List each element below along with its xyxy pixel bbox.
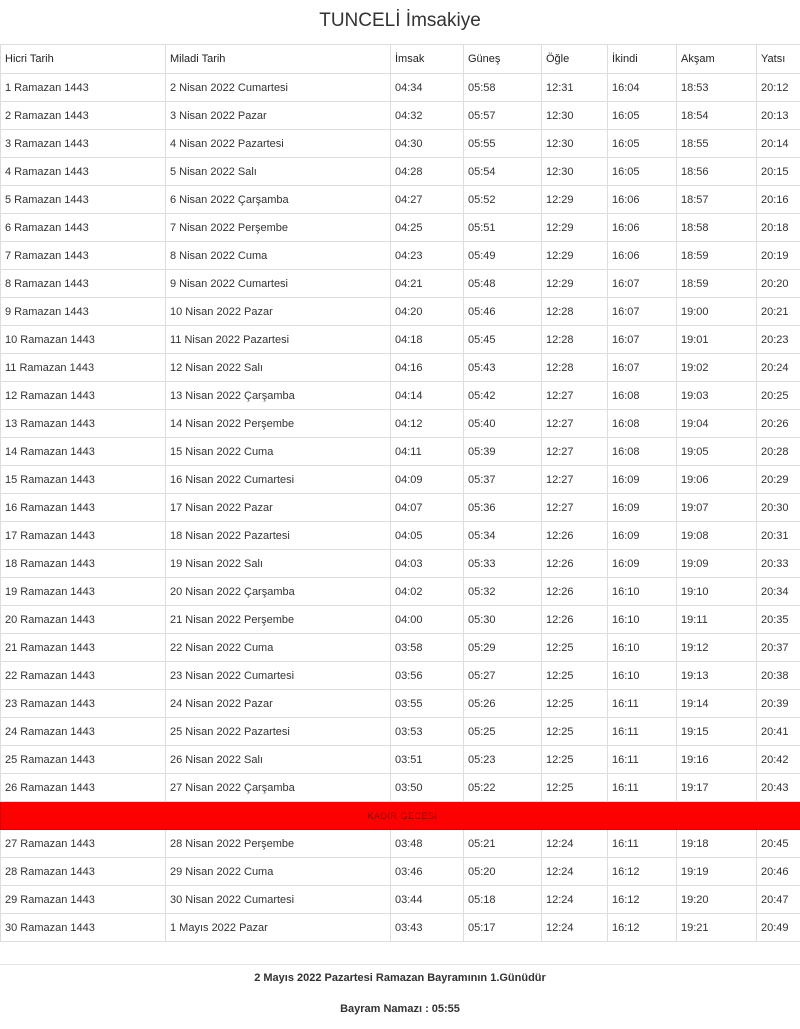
cell-yatsi: 20:24 (757, 354, 800, 382)
cell-imsak: 04:18 (391, 326, 464, 354)
cell-ikindi: 16:07 (608, 326, 677, 354)
cell-gunes: 05:52 (464, 186, 542, 214)
header-gunes: Güneş (464, 45, 542, 74)
cell-hicri-tarih: 10 Ramazan 1443 (1, 326, 166, 354)
cell-ikindi: 16:09 (608, 550, 677, 578)
cell-aksam: 19:10 (677, 578, 757, 606)
cell-miladi-tarih: 23 Nisan 2022 Cumartesi (166, 662, 391, 690)
cell-ogle: 12:31 (542, 74, 608, 102)
table-row (1, 494, 800, 522)
table-row (1, 298, 800, 326)
table-row (1, 886, 800, 914)
cell-imsak: 04:05 (391, 522, 464, 550)
cell-miladi-tarih: 19 Nisan 2022 Salı (166, 550, 391, 578)
cell-imsak: 04:07 (391, 494, 464, 522)
cell-gunes: 05:51 (464, 214, 542, 242)
cell-imsak: 04:14 (391, 382, 464, 410)
cell-yatsi: 20:25 (757, 382, 800, 410)
table-row (1, 186, 800, 214)
cell-aksam: 19:03 (677, 382, 757, 410)
header-yatsi: Yatsı (757, 45, 800, 74)
cell-aksam: 19:08 (677, 522, 757, 550)
cell-imsak: 04:27 (391, 186, 464, 214)
cell-ikindi: 16:11 (608, 746, 677, 774)
table-row (1, 410, 800, 438)
cell-gunes: 05:21 (464, 830, 542, 858)
cell-ogle: 12:25 (542, 718, 608, 746)
cell-ikindi: 16:06 (608, 214, 677, 242)
cell-aksam: 18:53 (677, 74, 757, 102)
table-row (1, 242, 800, 270)
cell-ogle: 12:27 (542, 410, 608, 438)
cell-aksam: 19:00 (677, 298, 757, 326)
cell-ogle: 12:30 (542, 102, 608, 130)
cell-miladi-tarih: 30 Nisan 2022 Cumartesi (166, 886, 391, 914)
cell-aksam: 18:58 (677, 214, 757, 242)
cell-hicri-tarih: 24 Ramazan 1443 (1, 718, 166, 746)
cell-miladi-tarih: 14 Nisan 2022 Perşembe (166, 410, 391, 438)
cell-miladi-tarih: 4 Nisan 2022 Pazartesi (166, 130, 391, 158)
cell-imsak: 03:46 (391, 858, 464, 886)
cell-yatsi: 20:12 (757, 74, 800, 102)
cell-ogle: 12:27 (542, 382, 608, 410)
table-row (1, 354, 800, 382)
table-row (1, 830, 800, 858)
cell-ogle: 12:30 (542, 158, 608, 186)
cell-hicri-tarih: 3 Ramazan 1443 (1, 130, 166, 158)
cell-aksam: 19:04 (677, 410, 757, 438)
cell-aksam: 19:11 (677, 606, 757, 634)
cell-yatsi: 20:26 (757, 410, 800, 438)
cell-ikindi: 16:07 (608, 298, 677, 326)
cell-aksam: 19:01 (677, 326, 757, 354)
cell-gunes: 05:30 (464, 606, 542, 634)
cell-gunes: 05:40 (464, 410, 542, 438)
cell-gunes: 05:58 (464, 74, 542, 102)
cell-ogle: 12:25 (542, 634, 608, 662)
cell-yatsi: 20:35 (757, 606, 800, 634)
table-row (1, 382, 800, 410)
cell-gunes: 05:33 (464, 550, 542, 578)
cell-yatsi: 20:37 (757, 634, 800, 662)
cell-miladi-tarih: 21 Nisan 2022 Perşembe (166, 606, 391, 634)
header-ikindi: İkindi (608, 45, 677, 74)
cell-ikindi: 16:11 (608, 718, 677, 746)
cell-yatsi: 20:14 (757, 130, 800, 158)
cell-yatsi: 20:20 (757, 270, 800, 298)
cell-imsak: 04:20 (391, 298, 464, 326)
cell-gunes: 05:23 (464, 746, 542, 774)
cell-imsak: 04:16 (391, 354, 464, 382)
cell-miladi-tarih: 3 Nisan 2022 Pazar (166, 102, 391, 130)
cell-ikindi: 16:04 (608, 74, 677, 102)
cell-ikindi: 16:08 (608, 382, 677, 410)
cell-ogle: 12:26 (542, 522, 608, 550)
table-row (1, 606, 800, 634)
cell-gunes: 05:48 (464, 270, 542, 298)
cell-miladi-tarih: 26 Nisan 2022 Salı (166, 746, 391, 774)
cell-ikindi: 16:12 (608, 858, 677, 886)
cell-miladi-tarih: 16 Nisan 2022 Cumartesi (166, 466, 391, 494)
cell-hicri-tarih: 17 Ramazan 1443 (1, 522, 166, 550)
cell-ikindi: 16:09 (608, 466, 677, 494)
cell-hicri-tarih: 18 Ramazan 1443 (1, 550, 166, 578)
cell-ogle: 12:28 (542, 354, 608, 382)
cell-yatsi: 20:30 (757, 494, 800, 522)
cell-ikindi: 16:10 (608, 606, 677, 634)
cell-miladi-tarih: 11 Nisan 2022 Pazartesi (166, 326, 391, 354)
cell-ogle: 12:25 (542, 690, 608, 718)
cell-imsak: 04:32 (391, 102, 464, 130)
cell-gunes: 05:49 (464, 242, 542, 270)
cell-gunes: 05:36 (464, 494, 542, 522)
cell-yatsi: 20:42 (757, 746, 800, 774)
cell-aksam: 19:02 (677, 354, 757, 382)
cell-miladi-tarih: 12 Nisan 2022 Salı (166, 354, 391, 382)
cell-gunes: 05:37 (464, 466, 542, 494)
cell-miladi-tarih: 6 Nisan 2022 Çarşamba (166, 186, 391, 214)
cell-gunes: 05:27 (464, 662, 542, 690)
table-row (1, 662, 800, 690)
cell-gunes: 05:45 (464, 326, 542, 354)
cell-ikindi: 16:07 (608, 354, 677, 382)
cell-hicri-tarih: 2 Ramazan 1443 (1, 102, 166, 130)
table-row (1, 214, 800, 242)
cell-imsak: 03:51 (391, 746, 464, 774)
cell-ogle: 12:27 (542, 466, 608, 494)
cell-gunes: 05:25 (464, 718, 542, 746)
cell-ogle: 12:28 (542, 326, 608, 354)
table-row (1, 270, 800, 298)
cell-aksam: 18:59 (677, 270, 757, 298)
cell-ogle: 12:24 (542, 914, 608, 942)
table-row (1, 718, 800, 746)
cell-gunes: 05:22 (464, 774, 542, 802)
cell-aksam: 19:15 (677, 718, 757, 746)
cell-aksam: 19:05 (677, 438, 757, 466)
cell-yatsi: 20:15 (757, 158, 800, 186)
cell-aksam: 18:56 (677, 158, 757, 186)
cell-aksam: 19:12 (677, 634, 757, 662)
cell-hicri-tarih: 21 Ramazan 1443 (1, 634, 166, 662)
table-row (1, 634, 800, 662)
cell-yatsi: 20:23 (757, 326, 800, 354)
table-row (1, 326, 800, 354)
cell-aksam: 18:54 (677, 102, 757, 130)
cell-ogle: 12:29 (542, 214, 608, 242)
cell-ikindi: 16:05 (608, 158, 677, 186)
cell-imsak: 03:43 (391, 914, 464, 942)
cell-aksam: 19:19 (677, 858, 757, 886)
cell-gunes: 05:32 (464, 578, 542, 606)
cell-aksam: 19:14 (677, 690, 757, 718)
cell-ogle: 12:25 (542, 774, 608, 802)
cell-gunes: 05:34 (464, 522, 542, 550)
cell-aksam: 19:17 (677, 774, 757, 802)
cell-imsak: 03:56 (391, 662, 464, 690)
table-row (1, 438, 800, 466)
table-row (1, 774, 800, 802)
cell-yatsi: 20:31 (757, 522, 800, 550)
cell-miladi-tarih: 20 Nisan 2022 Çarşamba (166, 578, 391, 606)
table-row (1, 858, 800, 886)
header-miladi-tarih: Miladi Tarih (166, 45, 391, 74)
cell-ikindi: 16:10 (608, 634, 677, 662)
cell-miladi-tarih: 28 Nisan 2022 Perşembe (166, 830, 391, 858)
cell-imsak: 04:21 (391, 270, 464, 298)
cell-ogle: 12:25 (542, 662, 608, 690)
cell-ikindi: 16:10 (608, 578, 677, 606)
cell-aksam: 19:21 (677, 914, 757, 942)
cell-hicri-tarih: 7 Ramazan 1443 (1, 242, 166, 270)
cell-hicri-tarih: 12 Ramazan 1443 (1, 382, 166, 410)
cell-ikindi: 16:11 (608, 830, 677, 858)
cell-miladi-tarih: 8 Nisan 2022 Cuma (166, 242, 391, 270)
cell-gunes: 05:29 (464, 634, 542, 662)
cell-hicri-tarih: 29 Ramazan 1443 (1, 886, 166, 914)
cell-hicri-tarih: 25 Ramazan 1443 (1, 746, 166, 774)
cell-gunes: 05:55 (464, 130, 542, 158)
cell-imsak: 04:25 (391, 214, 464, 242)
cell-miladi-tarih: 27 Nisan 2022 Çarşamba (166, 774, 391, 802)
cell-gunes: 05:20 (464, 858, 542, 886)
cell-aksam: 18:57 (677, 186, 757, 214)
cell-aksam: 19:07 (677, 494, 757, 522)
cell-ogle: 12:27 (542, 494, 608, 522)
cell-ogle: 12:24 (542, 886, 608, 914)
cell-ikindi: 16:10 (608, 662, 677, 690)
cell-ikindi: 16:05 (608, 130, 677, 158)
table-row (1, 914, 800, 942)
cell-ikindi: 16:12 (608, 886, 677, 914)
page-title: TUNCELİ İmsakiye (319, 10, 481, 31)
cell-ogle: 12:30 (542, 130, 608, 158)
cell-ikindi: 16:06 (608, 242, 677, 270)
table-row (1, 550, 800, 578)
header-aksam: Akşam (677, 45, 757, 74)
header-hicri-tarih: Hicri Tarih (1, 45, 166, 74)
cell-imsak: 04:12 (391, 410, 464, 438)
cell-aksam: 19:20 (677, 886, 757, 914)
table-row (1, 578, 800, 606)
cell-gunes: 05:17 (464, 914, 542, 942)
cell-ikindi: 16:09 (608, 494, 677, 522)
cell-hicri-tarih: 19 Ramazan 1443 (1, 578, 166, 606)
cell-miladi-tarih: 10 Nisan 2022 Pazar (166, 298, 391, 326)
cell-ogle: 12:28 (542, 298, 608, 326)
cell-aksam: 18:59 (677, 242, 757, 270)
cell-imsak: 03:48 (391, 830, 464, 858)
cell-imsak: 04:28 (391, 158, 464, 186)
cell-yatsi: 20:38 (757, 662, 800, 690)
cell-hicri-tarih: 26 Ramazan 1443 (1, 774, 166, 802)
cell-hicri-tarih: 8 Ramazan 1443 (1, 270, 166, 298)
cell-yatsi: 20:39 (757, 690, 800, 718)
cell-ogle: 12:29 (542, 186, 608, 214)
cell-gunes: 05:42 (464, 382, 542, 410)
cell-imsak: 04:23 (391, 242, 464, 270)
bayram-namazi: Bayram Namazı : 05:55 (340, 1003, 460, 1015)
cell-ogle: 12:29 (542, 270, 608, 298)
cell-ogle: 12:26 (542, 550, 608, 578)
cell-hicri-tarih: 15 Ramazan 1443 (1, 466, 166, 494)
divider (0, 964, 800, 965)
bayram-note: 2 Mayıs 2022 Pazartesi Ramazan Bayramının 1.Günüdür (254, 972, 546, 984)
cell-ikindi: 16:12 (608, 914, 677, 942)
cell-imsak: 03:55 (391, 690, 464, 718)
cell-yatsi: 20:47 (757, 886, 800, 914)
cell-yatsi: 20:21 (757, 298, 800, 326)
cell-gunes: 05:26 (464, 690, 542, 718)
table-row (1, 130, 800, 158)
table-row (1, 690, 800, 718)
cell-hicri-tarih: 11 Ramazan 1443 (1, 354, 166, 382)
cell-hicri-tarih: 16 Ramazan 1443 (1, 494, 166, 522)
cell-miladi-tarih: 22 Nisan 2022 Cuma (166, 634, 391, 662)
table-row (1, 102, 800, 130)
cell-yatsi: 20:49 (757, 914, 800, 942)
table-row (1, 522, 800, 550)
cell-hicri-tarih: 9 Ramazan 1443 (1, 298, 166, 326)
cell-gunes: 05:54 (464, 158, 542, 186)
kadir-gecesi-row (1, 802, 800, 830)
cell-miladi-tarih: 17 Nisan 2022 Pazar (166, 494, 391, 522)
cell-yatsi: 20:16 (757, 186, 800, 214)
cell-ogle: 12:27 (542, 438, 608, 466)
cell-hicri-tarih: 14 Ramazan 1443 (1, 438, 166, 466)
cell-imsak: 04:11 (391, 438, 464, 466)
cell-yatsi: 20:34 (757, 578, 800, 606)
cell-yatsi: 20:41 (757, 718, 800, 746)
cell-aksam: 19:16 (677, 746, 757, 774)
cell-miladi-tarih: 13 Nisan 2022 Çarşamba (166, 382, 391, 410)
cell-gunes: 05:43 (464, 354, 542, 382)
cell-imsak: 04:30 (391, 130, 464, 158)
cell-imsak: 04:02 (391, 578, 464, 606)
cell-gunes: 05:57 (464, 102, 542, 130)
cell-imsak: 04:34 (391, 74, 464, 102)
cell-miladi-tarih: 25 Nisan 2022 Pazartesi (166, 718, 391, 746)
cell-hicri-tarih: 27 Ramazan 1443 (1, 830, 166, 858)
cell-ogle: 12:29 (542, 242, 608, 270)
header-imsak: İmsak (391, 45, 464, 74)
cell-yatsi: 20:13 (757, 102, 800, 130)
cell-miladi-tarih: 24 Nisan 2022 Pazar (166, 690, 391, 718)
cell-miladi-tarih: 5 Nisan 2022 Salı (166, 158, 391, 186)
cell-gunes: 05:18 (464, 886, 542, 914)
cell-hicri-tarih: 20 Ramazan 1443 (1, 606, 166, 634)
cell-ikindi: 16:07 (608, 270, 677, 298)
cell-aksam: 19:09 (677, 550, 757, 578)
cell-ogle: 12:25 (542, 746, 608, 774)
cell-miladi-tarih: 29 Nisan 2022 Cuma (166, 858, 391, 886)
cell-aksam: 19:06 (677, 466, 757, 494)
kadir-gecesi-label: KADİR GECESİ (1, 802, 800, 830)
table-row (1, 466, 800, 494)
table-row (1, 158, 800, 186)
cell-miladi-tarih: 18 Nisan 2022 Pazartesi (166, 522, 391, 550)
cell-yatsi: 20:43 (757, 774, 800, 802)
cell-ikindi: 16:08 (608, 438, 677, 466)
cell-ikindi: 16:05 (608, 102, 677, 130)
cell-imsak: 04:00 (391, 606, 464, 634)
cell-hicri-tarih: 13 Ramazan 1443 (1, 410, 166, 438)
cell-imsak: 03:53 (391, 718, 464, 746)
cell-hicri-tarih: 30 Ramazan 1443 (1, 914, 166, 942)
cell-miladi-tarih: 1 Mayıs 2022 Pazar (166, 914, 391, 942)
cell-ogle: 12:24 (542, 858, 608, 886)
cell-ikindi: 16:08 (608, 410, 677, 438)
cell-yatsi: 20:45 (757, 830, 800, 858)
imsakiye-table (0, 44, 800, 942)
cell-aksam: 19:18 (677, 830, 757, 858)
table-row (1, 74, 800, 102)
cell-miladi-tarih: 15 Nisan 2022 Cuma (166, 438, 391, 466)
cell-gunes: 05:39 (464, 438, 542, 466)
cell-hicri-tarih: 1 Ramazan 1443 (1, 74, 166, 102)
cell-imsak: 04:03 (391, 550, 464, 578)
cell-yatsi: 20:19 (757, 242, 800, 270)
table-header-row (1, 45, 800, 74)
cell-imsak: 03:58 (391, 634, 464, 662)
cell-ikindi: 16:09 (608, 522, 677, 550)
cell-hicri-tarih: 5 Ramazan 1443 (1, 186, 166, 214)
cell-aksam: 19:13 (677, 662, 757, 690)
cell-yatsi: 20:46 (757, 858, 800, 886)
cell-yatsi: 20:29 (757, 466, 800, 494)
cell-gunes: 05:46 (464, 298, 542, 326)
cell-yatsi: 20:18 (757, 214, 800, 242)
cell-imsak: 04:09 (391, 466, 464, 494)
cell-ogle: 12:26 (542, 578, 608, 606)
cell-yatsi: 20:33 (757, 550, 800, 578)
cell-ogle: 12:26 (542, 606, 608, 634)
cell-ogle: 12:24 (542, 830, 608, 858)
cell-ikindi: 16:11 (608, 774, 677, 802)
table-body (1, 74, 800, 942)
cell-hicri-tarih: 4 Ramazan 1443 (1, 158, 166, 186)
cell-imsak: 03:50 (391, 774, 464, 802)
cell-imsak: 03:44 (391, 886, 464, 914)
header-ogle: Öğle (542, 45, 608, 74)
cell-ikindi: 16:11 (608, 690, 677, 718)
cell-ikindi: 16:06 (608, 186, 677, 214)
cell-hicri-tarih: 22 Ramazan 1443 (1, 662, 166, 690)
cell-miladi-tarih: 9 Nisan 2022 Cumartesi (166, 270, 391, 298)
table-row (1, 746, 800, 774)
cell-aksam: 18:55 (677, 130, 757, 158)
cell-yatsi: 20:28 (757, 438, 800, 466)
cell-hicri-tarih: 6 Ramazan 1443 (1, 214, 166, 242)
cell-miladi-tarih: 7 Nisan 2022 Perşembe (166, 214, 391, 242)
cell-hicri-tarih: 23 Ramazan 1443 (1, 690, 166, 718)
cell-hicri-tarih: 28 Ramazan 1443 (1, 858, 166, 886)
cell-miladi-tarih: 2 Nisan 2022 Cumartesi (166, 74, 391, 102)
